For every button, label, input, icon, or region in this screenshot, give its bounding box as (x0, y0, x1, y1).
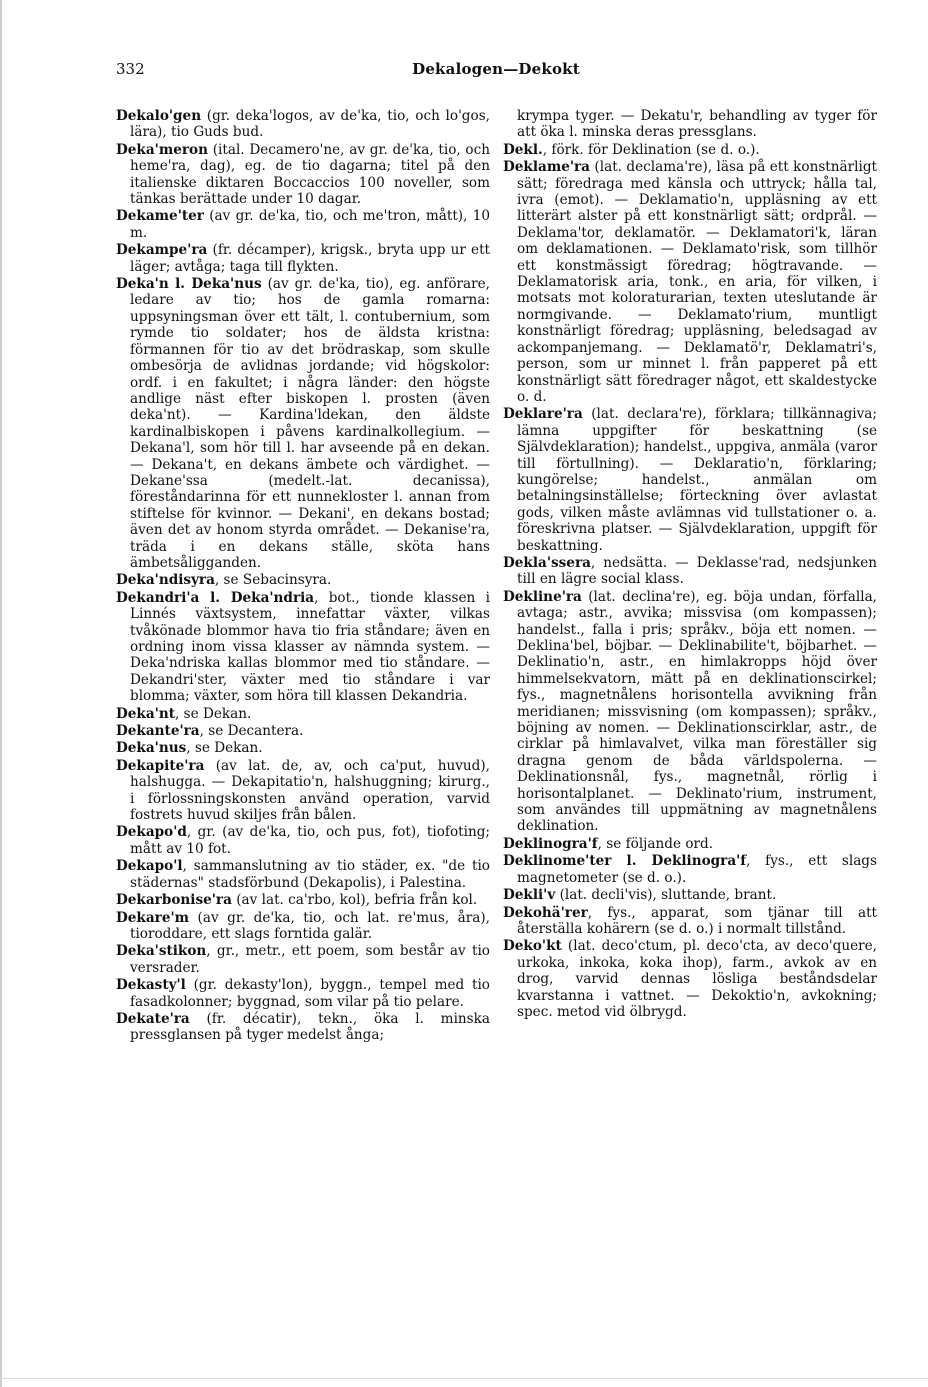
entry-headword: Deka'nt (116, 705, 175, 722)
dictionary-entry (116, 108, 490, 141)
entry-headword: Dekapite'ra (116, 757, 205, 774)
entry-definition: (lat. decli'vis), sluttande, brant. (555, 887, 777, 904)
entry-headword: Deklinogra'f (503, 835, 598, 852)
dictionary-entry (116, 910, 490, 943)
entry-definition: , se följande ord. (597, 835, 714, 852)
entry-definition: (gr. deka'logos, av de'ka, tio, och lo'gos, lära), tio Guds bud. (130, 108, 490, 141)
entry-definition: (av gr. de'ka, tio), eg. anförare, ledare av tio; hos de gamla romarna: uppsyningsman över ett tält, l. contubernium, som rymde tio soldater; hos de äldsta kristna: förmannen för tio av det brödraskap, som skulle ombesörja de avlidnas jordande; vid högskolor: ordf. i en fakultet; i några länder: den högste andlige näst efter biskopen l. prosten (även deka'nt). — Kardina'ldekan, den äldste kardinalbiskopen i påvens kardinalkollegium. — Dekana'l, som hör till l. har avseende på en dekan. — Dekana't, en dekans ämbete och värdighet. — Dekane'ssa (medelt.-lat. decanissa), föreståndarinna för ett nunnekloster l. annan from stiftelse för kvinnor. — Dekani', en dekans bostad; även det av honom styrda området. — Dekanise'ra, träda i en dekans ställe, sköta hans ämbetsåligganden. (130, 276, 490, 571)
dictionary-entry (116, 740, 490, 756)
entry-headword: Dekampe'ra (116, 242, 208, 259)
dictionary-entry (116, 142, 490, 208)
entry-definition: (ital. Decamero'ne, av gr. de'ka, tio, och heme'ra, dag), eg. de tio dagarna; titel på den italienske diktaren Boccaccios 100 noveller, som tänkas berättade under 10 dagar. (130, 141, 490, 208)
entry-headword: Deko'kt (503, 938, 562, 955)
dictionary-entry (503, 142, 877, 158)
dictionary-entry (116, 824, 490, 857)
entry-headword: Deka'stikon (116, 943, 207, 960)
dictionary-entry (116, 276, 490, 571)
dictionary-entry (503, 853, 877, 886)
entry-headword: Dekla'ssera (503, 554, 591, 571)
entry-headword: Dekante'ra (116, 723, 200, 740)
entry-headword: Dekapo'l (116, 858, 183, 875)
entry-definition: (gr. dekasty'lon), byggn., tempel med tio fasadkolonner; byggnad, som vilar på tio pelare. (130, 977, 490, 1010)
dictionary-entry (503, 406, 877, 554)
dictionary-entry (116, 242, 490, 275)
entry-definition: (lat. declina're), eg. böja undan, förfalla, avtaga; astr., avvika; missvisa (om kompassen); handelst., falla i pris; språkv., böja ett nomen. — Deklina'bel, böjbar. — Deklinabilite't, böjbarhet. — Deklinatio'n, astr., en himlakropps höjd över himmelsekvatorn, mätt på en deklinationscirkel; fys., magnetnålens horisontella avvikning från meridianen; missvisning (om kompassen); språkv., böjning av nomen. — Deklinationscirklar, astr., de cirklar på himlavalvet, vilka man föreställer sig dragna genom de båda världspolerna. — Deklinationsnål, fys., magnetnål, rörlig i horisontalplanet. — Deklinato'rium, instrument, som användes till uppmätning av magnetnålens deklination. (517, 588, 877, 835)
dictionary-entry (116, 892, 490, 908)
entry-definition: (av gr. de'ka, tio, och lat. re'mus, åra), tioroddare, ett slags forntida galär. (130, 909, 490, 942)
entry-headword: Deka'meron (116, 141, 208, 158)
entry-headword: Deka'nus (116, 740, 187, 757)
entry-headword: Dekandri'a l. Deka'ndria (116, 589, 315, 606)
entry-headword: Deklame'ra (503, 159, 590, 176)
dictionary-entry (116, 706, 490, 722)
dictionary-entry (503, 108, 877, 141)
entry-headword: Dekli'v (503, 887, 556, 904)
entry-headword: Deklare'ra (503, 406, 583, 423)
dictionary-entry (116, 723, 490, 739)
entry-headword: Dekasty'l (116, 977, 186, 994)
dictionary-entry (116, 858, 490, 891)
entry-definition: (fr. décamper), krigsk., bryta upp ur ett läger; avtåga; taga till flykten. (130, 242, 490, 275)
entry-headword: Deklinome'ter l. Deklinogra'f (503, 853, 747, 870)
page-number: 332 (116, 60, 145, 78)
entry-definition: krympa tyger. — Dekatu'r, behandling av tyger för att öka l. minska deras pressglans. (517, 108, 877, 141)
entry-definition: (lat. declama're), läsa på ett konstnärligt sätt; föredraga med känsla och uttryck; hålla tal, ivra (emot). — Deklamatio'n, uppläsning av ett litterärt alster på ett konstnärligt sätt; ordprål. — Deklama'tor, deklamatör. — Deklamatori'k, läran om deklamationen. — Deklamato'risk, som tillhör ett konstmässigt föredrag; högtravande. — Deklamatorisk aria, tonk., en aria, för vilken, i motsats mot koloraturarian, texten uteslutande är normgivande. — Deklamato'rium, muntligt konstnärligt föredrag; uppläsning, beledsagad av ackompanjemang. — Deklamatö'r, Deklamatri's, person, som ur minnet l. från papperet på ett konstnärligt sätt föredrager något, ett skaldestycke o. d. (517, 159, 877, 405)
dictionary-entry (503, 836, 877, 852)
entry-definition: , se Dekan. (186, 740, 263, 757)
scan-bottom-rule (0, 1378, 928, 1379)
entry-definition: , fys., ett slags magnetometer (se d. o.). (517, 853, 877, 886)
running-head: Dekalogen—Dekokt (412, 60, 580, 78)
dictionary-entry (116, 758, 490, 824)
entry-definition: (lat. declara're), förklara; tillkännagiva; lämna uppgifter för beskattning (se Självdeklaration); handelst., uppgiva, anmäla (varor till förtullning). — Deklaratio'n, förklaring; kungörelse; handelst., anmälan om betalningsinställelse; förteckning över avlastat gods, vilken måste avlämnas vid tullstationer o. a. föreskrivna platser. — Självdeklaration, uppgift för beskattning. (517, 406, 877, 554)
entry-headword: Dekate'ra (116, 1010, 190, 1027)
entry-headword: Dekare'm (116, 909, 190, 926)
entry-headword: Dekame'ter (116, 208, 204, 225)
entry-definition: , se Decantera. (199, 723, 304, 740)
entry-headword: Dekapo'd (116, 824, 187, 841)
entry-definition: , fys., apparat, som tjänar till att återställa kohärern (se d. o.) i normalt tillstånd. (517, 904, 877, 937)
dictionary-entry (503, 589, 877, 835)
dictionary-entry (116, 943, 490, 976)
entry-headword: Dekline'ra (503, 588, 582, 605)
dictionary-entry (503, 159, 877, 405)
entry-definition: , se Sebacinsyra. (214, 572, 332, 589)
entry-definition: , se Dekan. (175, 705, 252, 722)
entry-definition: (av gr. de'ka, tio, och me'tron, mått), 10 m. (130, 208, 490, 241)
entry-definition: (fr. décatir), tekn., öka l. minska pressglansen på tyger medelst ånga; (130, 1010, 490, 1044)
entry-definition: , förk. för Deklination (se d. o.). (542, 141, 760, 158)
dictionary-entry (116, 977, 490, 1010)
entry-definition: (av lat. de, av, och ca'put, huvud), halshugga. — Dekapitatio'n, halshuggning; kirurg., i förlossningskonsten använd operation, varvid fostrets huvud skiljes från bålen. (130, 757, 490, 824)
entry-headword: Deka'n l. Deka'nus (116, 276, 262, 293)
dictionary-entry (503, 905, 877, 938)
entry-headword: Dekl. (503, 141, 543, 158)
left-column (116, 108, 490, 1045)
entry-headword: Dekohä'rer (503, 904, 588, 921)
entry-definition: (lat. deco'ctum, pl. deco'cta, av deco'quere, urkoka, inkoka, koka ihop), farm., avkok av en drog, varvid dennas lösliga beståndsdelar kvarstanna i vattnet. — Dekoktio'n, avkokning; spec. metod vid ölbrygd. (517, 938, 877, 1020)
dictionary-entry (503, 555, 877, 588)
entry-headword: Dekarbonise'ra (116, 892, 232, 909)
dictionary-entry (116, 590, 490, 705)
entry-definition: , nedsätta. — Deklasse'rad, nedsjunken till en lägre social klass. (517, 554, 877, 588)
scan-edge-rule (0, 0, 2, 1387)
entry-headword: Dekalo'gen (116, 108, 202, 124)
dictionary-entry (116, 572, 490, 588)
dictionary-entry (116, 208, 490, 241)
entry-definition: , gr., metr., ett poem, som består av tio versrader. (130, 943, 490, 976)
dictionary-entry (116, 1011, 490, 1044)
dictionary-entry (503, 887, 877, 903)
entry-headword: Deka'ndisyra (116, 572, 215, 589)
right-column (503, 108, 877, 1021)
entry-definition: , sammanslutning av tio städer, ex. "de tio städernas" stadsförbund (Dekapolis), i Palestina. (130, 858, 490, 891)
entry-definition: , gr. (av de'ka, tio, och pus, fot), tiofoting; mått av 10 fot. (130, 824, 490, 857)
entry-definition: , bot., tionde klassen i Linnés växtsystem, innefattar växter, vilkas tvåkönade blommor hava tio fria ståndare; även en ordning inom vissa klasser av nämnda system. — Deka'ndriska kallas blommor med tio ståndare. — Dekandri'ster, växter med tio ståndare i var blomma; växter, som höra till klassen Dekandria. (130, 589, 490, 705)
entry-definition: (av lat. ca'rbo, kol), befria från kol. (231, 892, 478, 909)
dictionary-entry (503, 938, 877, 1020)
page-header (116, 60, 876, 82)
